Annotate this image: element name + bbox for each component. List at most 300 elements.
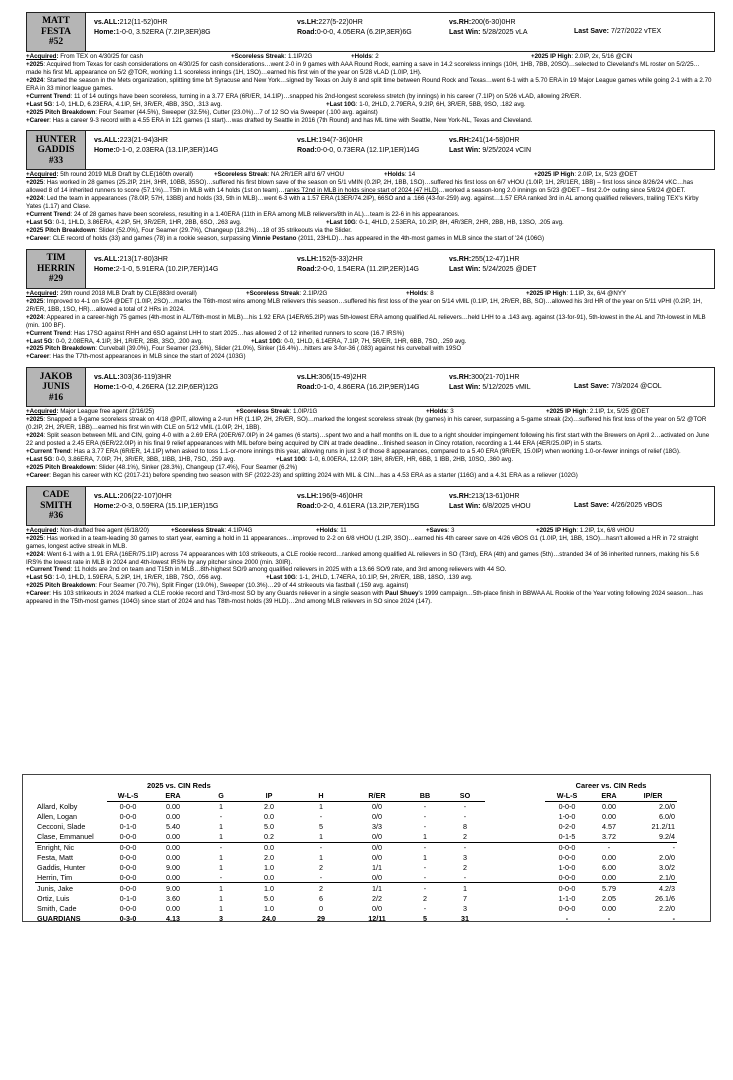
player-first-name: CADE <box>42 490 70 501</box>
label-streak: +Scoreless Streak <box>231 53 285 60</box>
stat-cell: 1 <box>197 832 245 842</box>
player-last-name: JUNIS <box>42 382 70 393</box>
label-ip-high: +2025 IP High <box>531 53 572 60</box>
stat-cell: 5.0 <box>264 822 274 832</box>
stat-cell: 0-0-0 <box>558 883 576 893</box>
stat-cell: 0-0-0 <box>119 842 137 852</box>
split-vs-rh: 241(14-58)0HR <box>471 137 520 145</box>
stat-cell: 0.2 <box>245 832 293 842</box>
stat-cell: 0.00 <box>166 812 180 822</box>
player-last-name: HERRIN <box>36 263 75 274</box>
split-vs-lh: 196(9-46)0HR <box>318 492 363 500</box>
stat-cell: 0.00 <box>602 903 616 913</box>
pitcher-name-cell: Enright, Nic <box>37 842 75 852</box>
last-5g: 0-0, 2.08ERA, 4.1IP, 3H, 1R/ER, 2BB, 3SO, .200 avg. <box>55 337 203 345</box>
label-pitch: +2025 Pitch Breakdown <box>26 463 96 471</box>
note-2025: Snapped a 9-game scoreless streak on 4/18 @PIT, allowing a 2-run HR (1.1IP, 2H, 2R/ER, SO)…marked the longest scoreless streak (by games) in his career, surpassing a 5-game streak (2x)…suffered his first loss of the year on 5/2 @TOR (0.2IP, 2H, 2R/ER, 1BB)…earned his first win with CLE on 5/12 vMIL (1.0IP, 2H, 1BB). <box>26 416 707 432</box>
stat-cell: 0/0 <box>372 852 382 862</box>
stat-cell: 3.60 <box>166 893 180 903</box>
acquired: 5th round 2019 MLB Draft by CLE(160th overall) <box>60 171 193 179</box>
scoreless-streak: 1.1IP/2G <box>287 53 313 60</box>
label-last10: +Last 10G <box>266 574 296 582</box>
table-row <box>35 842 677 852</box>
table-spacer <box>485 812 545 822</box>
label-home: Home: <box>94 384 116 392</box>
player-header <box>26 486 715 526</box>
stat-cell: 1.0 <box>264 903 274 913</box>
label-pitch: +2025 Pitch Breakdown <box>26 108 96 116</box>
col-career-wls: W-L-S <box>545 791 589 801</box>
label-ip-high: +2025 IP High <box>546 408 587 416</box>
label-2024: +2024 <box>26 313 44 321</box>
label-trend: +Current Trend <box>26 329 71 337</box>
stat-cell: 0-0-0 <box>107 832 149 842</box>
label-road: Road: <box>297 147 317 155</box>
pitch-breakdown: Curveball (39.0%), Four Seamer (23.6%), Slider (21.0%), Sinker (16.4%)…hitters are 3-for-36 (.083) against his curveball with 19SO <box>98 345 462 353</box>
stat-cell: - <box>423 822 427 832</box>
stat-cell: 0.00 <box>602 812 616 822</box>
split-home: 2-0-3, 0.59ERA (15.1IP,1ER)15G <box>115 502 219 510</box>
stat-cell: 4.2/3 <box>659 883 675 893</box>
pitcher-name-cell: Smith, Cade <box>37 903 77 913</box>
split-vs-all: 212(11-52)0HR <box>119 19 168 26</box>
stat-cell: 1 <box>319 852 323 862</box>
stat-cell: 1 <box>219 893 223 903</box>
label-2025: +2025 <box>26 297 44 305</box>
label-vs-rh: vs.RH: <box>449 19 472 26</box>
label-last-save: Last Save: <box>574 383 610 391</box>
label-pitch: +2025 Pitch Breakdown <box>26 227 96 234</box>
stat-cell: 6.0/0 <box>659 812 675 822</box>
player-number: #36 <box>48 510 64 521</box>
stat-cell: 0/0 <box>372 812 382 822</box>
stat-cell: 0.00 <box>149 873 197 883</box>
player-notes: +Acquired: Non-drafted free agent (6/18/20) +Scoreless Streak: 4.1IP/4G +Holds: 11 +Saves: 3 +2025 IP High: 1.2IP, 1x, 6/8 vHOU +2025: Has worked in a team-leading 30 games to start year, earning a hold in 11 appearances…improved to 2-2 on 6/8 vHOU (1.2IP, 3SO)…earned his 4th career save on 4/26 vBOS G1 (1.0IP, 1H, 1BB, 1SO)…hasn't allowed a HR in 72 straight games, longest active streak in MLB. +2024: Went 6-1 with a 1.91 ERA (16ER/75.1IP) across 74 appearances with 103 strikeouts, a CLE rookie record…ranked among qualified AL relievers in SO (T3rd), ERA (4th) and games (5th)…stranded 34 of 36 inherited runners, making his 5.6 IRS% the lowest rate in MLB in 2024 and 4th-lowest IRS% by any pitcher since 2000 (min. 30IR). +Current Trend: 11 holds are 2nd on team and T15th in MLB…8th-highest SO/9 among qualified relievers in 2025 with a 13.66 SO/9 rate, and 3rd among relievers with 44 SO. +Last 5G: 1-0, 1HLD, 1.59ERA, 5.2IP, 1H, 1R/ER, 1BB, 7SO, .056 avg. +Last 10G: 1-1, 2HLD, 1.74ERA, 10.1IP, 5H, 2R/ER, 1BB, 18SO, .139 avg. +2025 Pitch Breakdown: Four Seamer (70.7%), Split Finger (19.0%), Sweeper (10.3%)…29 of 44 strikeouts via fastball (.159 avg. against) +Career: His 103 strikeouts in 2024 marked a CLE rookie record and T3rd-most SO by any Guards reliever in a single season with Paul Shuey's 1999 campaign…5th-place finish in BBWAA AL Rookie of the Year voting following 2024 season…has appeared in the T5th-most games (104G) since start of 2024 and has T8th-most holds (39 HLD)…2nd among MLB relievers in SO since 2024 (147). <box>26 526 703 606</box>
label-road: Road: <box>297 28 317 36</box>
stat-cell: 1 <box>219 883 223 893</box>
player-splits <box>86 368 714 406</box>
stat-cell: - <box>607 842 611 852</box>
col-career-ip-er: IP/ER <box>629 791 677 801</box>
stat-cell: - <box>293 873 349 883</box>
split-vs-all: 206(22-107)0HR <box>119 492 172 500</box>
label-holds: +Holds <box>351 53 372 60</box>
label-last10: +Last 10G <box>276 455 306 463</box>
player-first-name: HUNTER <box>35 134 77 145</box>
split-vs-lh: 152(5-33)2HR <box>318 255 363 263</box>
stat-cell: 3/3 <box>372 822 382 832</box>
stat-cell: 0.0 <box>245 873 293 883</box>
career-note-tail: 's 1999 campaign…5th-place finish in BBWAA AL Rookie of the Year voting following 2024 season…has appeared in the T5th-most games (104G) since start of 2024 and has T8th-most holds (39 HLD)…2nd among MLB relievers in SO since 2024 (147). <box>26 590 703 606</box>
stat-cell: 2.0 <box>264 852 274 862</box>
player-block <box>18 367 715 479</box>
col-g: G <box>197 791 245 801</box>
stat-cell: 1 <box>319 802 323 812</box>
acquired: 29th round 2018 MLB Draft by CLE(883rd overall) <box>60 289 197 297</box>
stat-cell: - <box>219 812 223 822</box>
label-2025: +2025 <box>26 534 44 542</box>
stat-cell: - <box>565 913 569 923</box>
label-ip-high: +2025 IP High <box>534 171 575 179</box>
split-vs-lh: 227(5-22)0HR <box>318 19 363 26</box>
stat-cell: 1/1 <box>372 883 382 893</box>
stat-cell: 0.00 <box>166 903 180 913</box>
stat-cell: 0-0-0 <box>119 862 137 872</box>
table-spacer <box>485 791 545 801</box>
label-last10: +Last 10G <box>326 100 356 108</box>
player-first-name: JAKOB <box>39 371 73 382</box>
stat-cell: 0-0-0 <box>119 812 137 822</box>
stat-cell: - <box>463 812 467 822</box>
stat-cell: 2 <box>463 862 467 872</box>
note-2024: Split season between MIL and CIN, going 4-0 with a 2.69 ERA (20ER/67.0IP) in 24 games (6 starts)…spent two and a half months on IL due to a right shoulder impingement following his first start with the Brewers on April 2…activated on June 22 and posted a 2.45 ERA (6ER/22.0IP) in his final 9 relief appearances with MIL before being acquired by CIN at trade deadline…finished season in Cincy rotation, recording a 1.44 ERA (4ER/25.0IP) in 5 starts. <box>26 432 710 448</box>
stat-cell: 2.0 <box>264 802 274 812</box>
label-vs-rh: vs.RH: <box>449 492 472 500</box>
stat-cell: 1 <box>293 832 349 842</box>
player-header <box>26 130 715 170</box>
stat-cell: 2.0/0 <box>659 802 675 812</box>
career-note-bold: Paul Shuey <box>385 590 419 598</box>
label-2024: +2024 <box>26 550 44 558</box>
table-spacer <box>485 832 545 842</box>
label-pitch: +2025 Pitch Breakdown <box>26 582 96 590</box>
stat-cell: 5.40 <box>166 822 180 832</box>
label-vs-lh: vs.LH: <box>297 492 319 500</box>
col-era: ERA <box>149 791 197 801</box>
player-header <box>26 12 715 52</box>
stat-cell: 4.57 <box>602 822 616 832</box>
stat-cell: 3 <box>463 852 467 862</box>
split-vs-lh: 306(15-49)2HR <box>318 374 367 382</box>
stat-cell: 1-0-0 <box>558 862 576 872</box>
note-2024: Started the season in the Mets organization, splitting time b/t Syracuse and New York…signed by Texas on July 8 and split time between Round Rock and Texas…went 6-1 with a 5.70 ERA in 19 Major League games while going 2-1 with a 2.70 ERA in 33 minor league games. <box>26 76 712 92</box>
label-streak: +Scoreless Streak <box>246 289 300 297</box>
stat-cell: - <box>423 903 427 913</box>
stat-cell: - <box>423 812 427 822</box>
stat-cell: 5 <box>423 913 427 923</box>
stat-cell: 5.79 <box>602 883 616 893</box>
label-last10: +Last 10G <box>326 219 356 227</box>
player-number: #52 <box>48 37 64 48</box>
table-row <box>35 893 677 903</box>
label-road: Road: <box>297 384 317 392</box>
stat-cell: 1 <box>219 852 223 862</box>
label-vs-lh: vs.LH: <box>297 137 319 145</box>
last-save: 7/3/2024 @COL <box>610 383 662 391</box>
split-road: 0-0-0, 0.73ERA (12.1IP,1ER)14G <box>316 147 420 155</box>
label-vs-rh: vs.RH: <box>449 137 472 145</box>
stat-cell: 0-0-0 <box>558 842 576 852</box>
split-home: 0-1-0, 2.03ERA (13.1IP,3ER)14G <box>115 147 219 155</box>
player-splits <box>86 131 714 169</box>
stat-cell: - <box>423 842 427 852</box>
stat-cell: - <box>423 862 427 872</box>
stat-cell: - <box>319 812 323 822</box>
split-home: 2-1-0, 5.91ERA (10.2IP,7ER)14G <box>115 265 219 273</box>
player-block <box>18 249 715 361</box>
player-notes: +Acquired: 29th round 2018 MLB Draft by CLE(883rd overall) +Scoreless Streak: 2.1IP/2G +Holds: 8 +2025 IP High: 1.1IP, 3x, 6/4 @NYY +2025: Improved to 4-1 on 5/24 @DET (1.0IP, 2SO)…marks the T6th-most wins among MLB relievers this season…suffered his first loss of the year on 5/14 vMIL (0.1IP, 1H, 2R/ER, BB, SO)…allowed his 3rd HR of the year on 5/11 vPHI (0.2IP, 1H, 2R/ER, 1BB, 1SO, HR)…allowed a total of 2 HRs in 2024. +2024: Appeared in a career-high 75 games (4th-most in AL/T6th-most in MLB)…his 1.92 ERA (14ER/65.2IP) was 5th-lowest ERA among qualified AL relievers…held LHH to a .143 avg. against (13-for-91), 5th-lowest in the AL and 7th-lowest in MLB (min. 100 BF). +Current Trend: Has 17SO against RHH and 6SO against LHH to start 2025…has allowed 2 of 12 inherited runners to score (16.7 IRS%) +Last 5G: 0-0, 2.08ERA, 4.1IP, 3H, 1R/ER, 2BB, 3SO, .200 avg. +Last 10G: 0-0, 1HLD, 6.14ERA, 7.1IP, 7H, 5R/ER, 1HR, 6BB, 7SO, .259 avg. +2025 Pitch Breakdown: Curveball (39.0%), Four Seamer (23.6%), Slider (21.0%), Sinker (16.4%)…hitters are 3-for-36 (.083) against his curveball with 19SO +Career: Has the T7th-most appearances in MLB since the start of 2024 (103G) <box>26 289 706 361</box>
label-trend: +Current Trend <box>26 211 71 219</box>
table-total-row <box>35 913 677 923</box>
last-win: 9/25/2024 vCIN <box>482 147 532 155</box>
table-row <box>35 903 677 913</box>
label-last-save: Last Save: <box>574 28 610 35</box>
last-10g: 1-0, 6.00ERA, 12.0IP, 18H, 8R/ER, HR, 6BB, 1 IBB, 2HB, 10SO, .360 avg. <box>309 455 514 463</box>
vs-cin-table-box <box>22 774 711 922</box>
stat-cell: 1-1-0 <box>558 893 576 903</box>
stat-cell: - <box>607 913 611 923</box>
note-2024: Went 6-1 with a 1.91 ERA (16ER/75.1IP) across 74 appearances with 103 strikeouts, a CLE rookie record…ranked among qualified AL relievers in SO (T3rd), ERA (4th) and games (5th)…stranded 34 of 36 inherited runners, making his 5.6 IRS% the lowest rate in MLB in 2024 and 4th-lowest IRS% by any pitcher since 2000 (min. 30IR). <box>26 550 699 566</box>
holds: 8 <box>430 289 434 297</box>
split-vs-rh: 255(12-47)1HR <box>471 255 520 263</box>
stat-cell: 0-0-0 <box>545 873 589 883</box>
player-last-name: FESTA <box>41 26 71 37</box>
stat-cell: 0/0 <box>372 802 382 812</box>
table-row <box>35 852 677 862</box>
label-last5: +Last 5G <box>26 574 53 582</box>
stat-cell: 1/1 <box>372 862 382 872</box>
label-acquired: +Acquired <box>26 53 57 60</box>
stat-cell: 1 <box>405 832 445 842</box>
stat-cell: 1-0-0 <box>558 812 576 822</box>
stat-cell: 1 <box>219 903 223 913</box>
ip-high: 1.2IP, 1x, 6/8 vHOU <box>579 526 634 534</box>
split-home: 1-0-0, 4.26ERA (12.2IP,6ER)12G <box>115 384 219 392</box>
stat-cell: 0-0-0 <box>558 802 576 812</box>
player-splits <box>86 487 714 525</box>
pitch-breakdown: Slider (52.0%), Four Seamer (29.7%), Changeup (18.2%)…18 of 35 strikeouts via the Slider. <box>98 227 352 234</box>
col-rer: R/ER <box>349 791 405 801</box>
player-splits <box>86 13 714 51</box>
current-trend: 11 holds are 2nd on team and T15th in MLB…8th-highest SO/9 among qualified relievers in 2025 with a 13.66 SO/9 rate, and 3rd among relievers with 44 SO. <box>73 566 507 574</box>
label-last5: +Last 5G <box>26 219 53 227</box>
table-body <box>35 801 677 923</box>
label-2025: +2025 <box>26 416 44 424</box>
split-home: 1-0-0, 3.52ERA (7.2IP,3ER)8G <box>115 28 211 36</box>
label-last-win: Last Win: <box>449 265 481 273</box>
label-last5: +Last 5G <box>26 337 53 345</box>
current-trend: Has 17SO against RHH and 6SO against LHH to start 2025…has allowed 2 of 12 inherited runners to score (16.7 IRS%) <box>73 329 405 337</box>
player-block <box>18 12 715 124</box>
label-ip-high: +2025 IP High <box>536 526 577 534</box>
label-streak: +Scoreless Streak <box>214 171 268 179</box>
stat-cell: 12/11 <box>368 913 386 923</box>
stat-cell: 2.05 <box>602 893 616 903</box>
table-spacer <box>485 903 545 913</box>
table-row <box>35 822 677 832</box>
ip-high: 2.0IP, 2x, 5/16 @CIN <box>574 53 633 60</box>
pitch-breakdown: Four Seamer (44.5%), Sweeper (32.5%), Cutter (23.0%)…7 of 12 SO via Sweeper (.100 avg. against) <box>98 108 378 116</box>
stat-cell: - <box>672 842 675 852</box>
player-name-box <box>27 250 86 288</box>
label-home: Home: <box>94 502 116 510</box>
player-name-box <box>27 131 86 169</box>
stat-cell: 0-1-0 <box>119 822 137 832</box>
group-2025-label: 2025 vs. CIN Reds <box>147 781 211 791</box>
stat-cell: - <box>423 883 427 893</box>
holds: 11 <box>340 526 347 534</box>
pitch-breakdown: Slider (48.1%), Sinker (28.3%), Changeup (17.4%), Four Seamer (6.2%) <box>98 463 298 471</box>
note-2024: Led the team in appearances (78.0IP, 57H, 13BB) and holds (33, 5th in MLB)…went 6-3 with a 1.57 ERA (13ER/74.2IP), 66SO and a .166 (43-for-259) avg. against…1.57 ERA ranked 3rd in AL among qualified relievers, trailing TEX's Kirby Yates (1.17) and Clase. <box>26 195 699 211</box>
label-streak: +Scoreless Streak <box>236 408 290 416</box>
last-save: 7/27/2022 vTEX <box>610 28 662 35</box>
stat-cell: 0.00 <box>166 802 180 812</box>
stat-cell: 0-0-0 <box>119 883 137 893</box>
holds: 14 <box>408 171 416 179</box>
player-first-name: MATT <box>42 16 70 27</box>
stat-cell: - <box>319 842 323 852</box>
stat-cell: 6.00 <box>602 862 616 872</box>
label-career: +Career <box>26 590 50 598</box>
pitcher-name-cell: Cecconi, Slade <box>37 822 86 832</box>
split-vs-lh: 194(7-36)0HR <box>318 137 363 145</box>
split-road: 2-0-0, 1.54ERA (11.2IP,2ER)14G <box>316 265 419 273</box>
player-name-box <box>27 368 86 406</box>
stat-cell: - <box>672 913 675 923</box>
label-last5: +Last 5G <box>26 100 53 108</box>
pitcher-name-cell: Ortiz, Luis <box>37 893 70 903</box>
stat-cell: 3 <box>463 903 467 913</box>
player-last-name: GADDIS <box>37 145 75 156</box>
player-header <box>26 249 715 289</box>
label-home: Home: <box>94 28 116 36</box>
label-streak: +Scoreless Streak <box>171 526 225 534</box>
career-note-bold: Vinnie Pestano <box>252 234 297 242</box>
pitcher-name-cell: Clase, Emmanuel <box>35 832 107 842</box>
last-win: 5/24/2025 @DET <box>482 265 537 273</box>
stat-cell: - <box>219 842 223 852</box>
pitcher-name-cell: Junis, Jake <box>37 883 73 893</box>
last-10g: 1-0, 2HLD, 2.79ERA, 9.2IP, 6H, 3R/ER, 5BB, 9SO, .182 avg. <box>359 100 526 108</box>
player-first-name: TIM <box>46 253 66 264</box>
stat-cell: 3.72 <box>589 832 629 842</box>
label-saves: +Saves <box>426 526 448 534</box>
note-2024: Appeared in a career-high 75 games (4th-most in AL/T6th-most in MLB)…his 1.92 ERA (14ER/65.2IP) was 5th-lowest ERA among qualified AL relievers…held LHH to a .143 avg. against (13-for-91), 5th-lowest in the AL and 7th-lowest in MLB (min. 100 BF). <box>26 313 706 329</box>
table-spacer <box>485 883 545 893</box>
stat-cell: 29 <box>317 913 325 923</box>
label-last-win: Last Win: <box>449 384 481 392</box>
label-vs-all: vs.ALL: <box>94 19 120 26</box>
career-note: His 103 strikeouts in 2024 marked a CLE rookie record and T3rd-most SO by any Guards reliever in a single season with <box>52 590 386 598</box>
player-number: #29 <box>48 274 64 285</box>
stat-cell: 0.00 <box>166 852 180 862</box>
last-win: 6/8/2025 vHOU <box>482 502 531 510</box>
stat-cell: 3.0/2 <box>659 862 675 872</box>
label-holds: +Holds <box>426 408 447 416</box>
stat-cell: 0.00 <box>149 832 197 842</box>
stat-cell: 0/0 <box>349 832 405 842</box>
stat-cell: 5.0 <box>264 893 274 903</box>
label-last5: +Last 5G <box>26 455 53 463</box>
label-holds: +Holds <box>316 526 337 534</box>
table-row <box>35 812 677 822</box>
note-2025: Improved to 4-1 on 5/24 @DET (1.0IP, 2SO)…marks the T6th-most wins among MLB relievers this season…suffered his first loss of the year on 5/14 vMIL (0.1IP, 1H, 2R/ER, BB, SO)…allowed his 3rd HR of the year on 5/11 vPHI (0.2IP, 1H, 2R/ER, 1BB, 1SO, HR)…allowed a total of 2 HRs in 2024. <box>26 297 703 313</box>
stat-cell: 8 <box>463 822 467 832</box>
label-vs-rh: vs.RH: <box>449 255 472 263</box>
split-road: 0-0-0, 4.05ERA (6.2IP,3ER)6G <box>316 28 412 36</box>
split-road: 0-2-0, 4.61ERA (13.2IP,7ER)15G <box>316 502 420 510</box>
stat-cell: 9.00 <box>166 862 180 872</box>
career-note-tail: (2011, 23HLD)…has appeared in the 4th-most games in MLB since the start of '24 (106G) <box>296 234 545 242</box>
pitcher-name-cell: Herrin, Tim <box>35 873 107 883</box>
scoreless-streak: 2.1IP/2G <box>302 289 328 297</box>
holds: 2 <box>375 53 379 60</box>
col-ip: IP <box>245 791 293 801</box>
stat-cell: 0/0 <box>372 842 382 852</box>
pitcher-name-cell: GUARDIANS <box>37 913 81 923</box>
label-holds: +Holds <box>384 171 405 179</box>
label-2025: +2025 <box>26 179 44 187</box>
stat-cell: - <box>423 802 427 812</box>
holds: 3 <box>450 408 454 416</box>
stat-cell: 2 <box>423 893 427 903</box>
note-2025-tail: …worked a season-long 2.0 innings on 5/23 @DET – first 2.0+ outing since 5/8/24 @DET. <box>438 187 686 195</box>
stat-cell: 4.13 <box>166 913 180 923</box>
stat-cell: 0.00 <box>589 873 629 883</box>
stat-cell: 2.0/0 <box>659 852 675 862</box>
label-holds: +Holds <box>406 289 427 297</box>
label-last-win: Last Win: <box>449 28 481 36</box>
label-road: Road: <box>297 265 317 273</box>
stat-cell: - <box>445 873 485 883</box>
stat-cell: 0-3-0 <box>119 913 137 923</box>
stat-cell: 0-1-0 <box>119 893 137 903</box>
acquired: Non-drafted free agent (6/18/20) <box>60 526 149 534</box>
table-spacer <box>485 801 545 811</box>
label-vs-lh: vs.LH: <box>297 255 319 263</box>
last-5g: 0-1, 1HLD, 3.86ERA, 4.2IP, 5H, 3R/2ER, 1HR, 2BB, 6SO, .263 avg. <box>55 219 242 227</box>
player-last-name: SMITH <box>40 500 72 511</box>
stat-cell: 2.1/0 <box>629 873 677 883</box>
ip-high: 2.0IP, 1x, 5/23 @DET <box>577 171 638 179</box>
label-acquired: +Acquired <box>26 289 57 297</box>
stat-cell: 2 <box>445 832 485 842</box>
label-acquired: +Acquired <box>26 171 57 179</box>
split-vs-all: 223(21-94)3HR <box>119 137 168 145</box>
last-10g: 0-0, 1HLD, 6.14ERA, 7.1IP, 7H, 5R/ER, 1HR, 6BB, 7SO, .259 avg. <box>284 337 467 345</box>
label-last-win: Last Win: <box>449 502 481 510</box>
note-2025: Has worked in a team-leading 30 games to start year, earning a hold in 11 appearances…improved to 2-2 on 6/8 vHOU (1.2IP, 3SO)…earned his 4th career save on 4/26 vBOS G1 (1.0IP, 1H, 1BB, 1SO)…hasn't allowed a HR in 72 straight games, longest active streak in MLB. <box>26 534 699 550</box>
scoreless-streak: 4.1IP/4G <box>227 526 253 534</box>
last-5g: 1-0, 1HLD, 6.23ERA, 4.1IP, 5H, 3R/ER, 4BB, 3SO, .313 avg. <box>55 100 223 108</box>
note-2025-highlight: ranks T2nd in MLB in holds since start of 2024 (47 HLD) <box>284 187 439 195</box>
stat-cell: 0/0 <box>372 903 382 913</box>
stat-cell: 0-0-0 <box>119 852 137 862</box>
table-spacer <box>485 842 545 852</box>
player-block <box>18 486 715 606</box>
last-5g: 0-0, 3.86ERA, 7.0IP, 7H, 3R/ER, 3BB, 1IBB, 1HB, 7SO, .259 avg. <box>55 455 236 463</box>
stat-cell: 0.00 <box>166 842 180 852</box>
stat-cell: - <box>463 802 467 812</box>
acquired: Major League free agent (2/16/25) <box>60 408 155 416</box>
stat-cell: 9.2/4 <box>629 832 677 842</box>
label-vs-all: vs.ALL: <box>94 137 120 145</box>
stat-cell: 0.0 <box>264 812 274 822</box>
current-trend: 24 of 28 games have been scoreless, resulting in a 1.40ERA (11th in ERA among MLB relievers/8th in AL)…team is 22-6 in his appearances. <box>73 211 460 219</box>
label-vs-lh: vs.LH: <box>297 374 319 382</box>
scoreless-streak: NA 2R/1ER all'd 6/7 vHOU <box>270 171 345 179</box>
player-notes: +Acquired: Major League free agent (2/16/25) +Scoreless Streak: 1.0IP/1G +Holds: 3 +2025 IP High: 2.1IP, 1x, 5/25 @DET +2025: Snapped a 9-game scoreless streak on 4/18 @PIT, allowing a 2-run HR (1.1IP, 2H, 2R/ER, SO)…marked the longest scoreless streak (by games) in his career, surpassing a 5-game streak (2x)…suffered his first loss of the year on 5/2 @TOR (0.2IP, 2H, 2R/ER, 1BB)…earned his first win with CLE on 5/12 vMIL (1.0IP, 2H, 1BB). +2024: Split season between MIL and CIN, going 4-0 with a 2.69 ERA (20ER/67.0IP) in 24 games (6 starts)…spent two and a half months on IL due to a right shoulder impingement following his first start with the Brewers on April 2…activated on June 22 and posted a 2.45 ERA (6ER/22.0IP) in his final 9 relief appearances with MIL before being acquired by CIN at trade deadline…finished season in Cincy rotation, recording a 1.44 ERA (4ER/25.0IP) in 5 starts. +Current Trend: Has a 3.77 ERA (6R/ER, 14.1IP) when asked to toss 1.1-or-more innings this year, allowing runs in just 3 of those 8 appearances, compared to a 5.40 ERA (9R/ER, 15.0IP) when working 1.0-or-fewer innings of relief (18G). +Last 5G: 0-0, 3.86ERA, 7.0IP, 7H, 3R/ER, 3BB, 1IBB, 1HB, 7SO, .259 avg. +Last 10G: 1-0, 6.00ERA, 12.0IP, 18H, 8R/ER, HR, 6BB, 1 IBB, 2HB, 10SO, .360 avg. +2025 Pitch Breakdown: Slider (48.1%), Sinker (28.3%), Changeup (17.4%), Four Seamer (6.2%) +Career: Began his career with KC (2017-21) before spending two season with SF (2022-23) and splitting 2024 with MIL & CIN…has a 4.53 ERA as a starter (116G) and a 4.31 ERA as a reliever (102G) <box>26 408 710 479</box>
label-career: +Career <box>26 116 50 124</box>
pitcher-name-cell: Allen, Logan <box>37 812 77 822</box>
player-name-box <box>27 487 86 525</box>
label-acquired: +Acquired <box>26 408 57 416</box>
table-spacer <box>485 893 545 903</box>
col-career-era: ERA <box>589 791 629 801</box>
label-2024: +2024 <box>26 195 44 203</box>
stat-cell: 31 <box>461 913 469 923</box>
label-trend: +Current Trend <box>26 566 71 574</box>
